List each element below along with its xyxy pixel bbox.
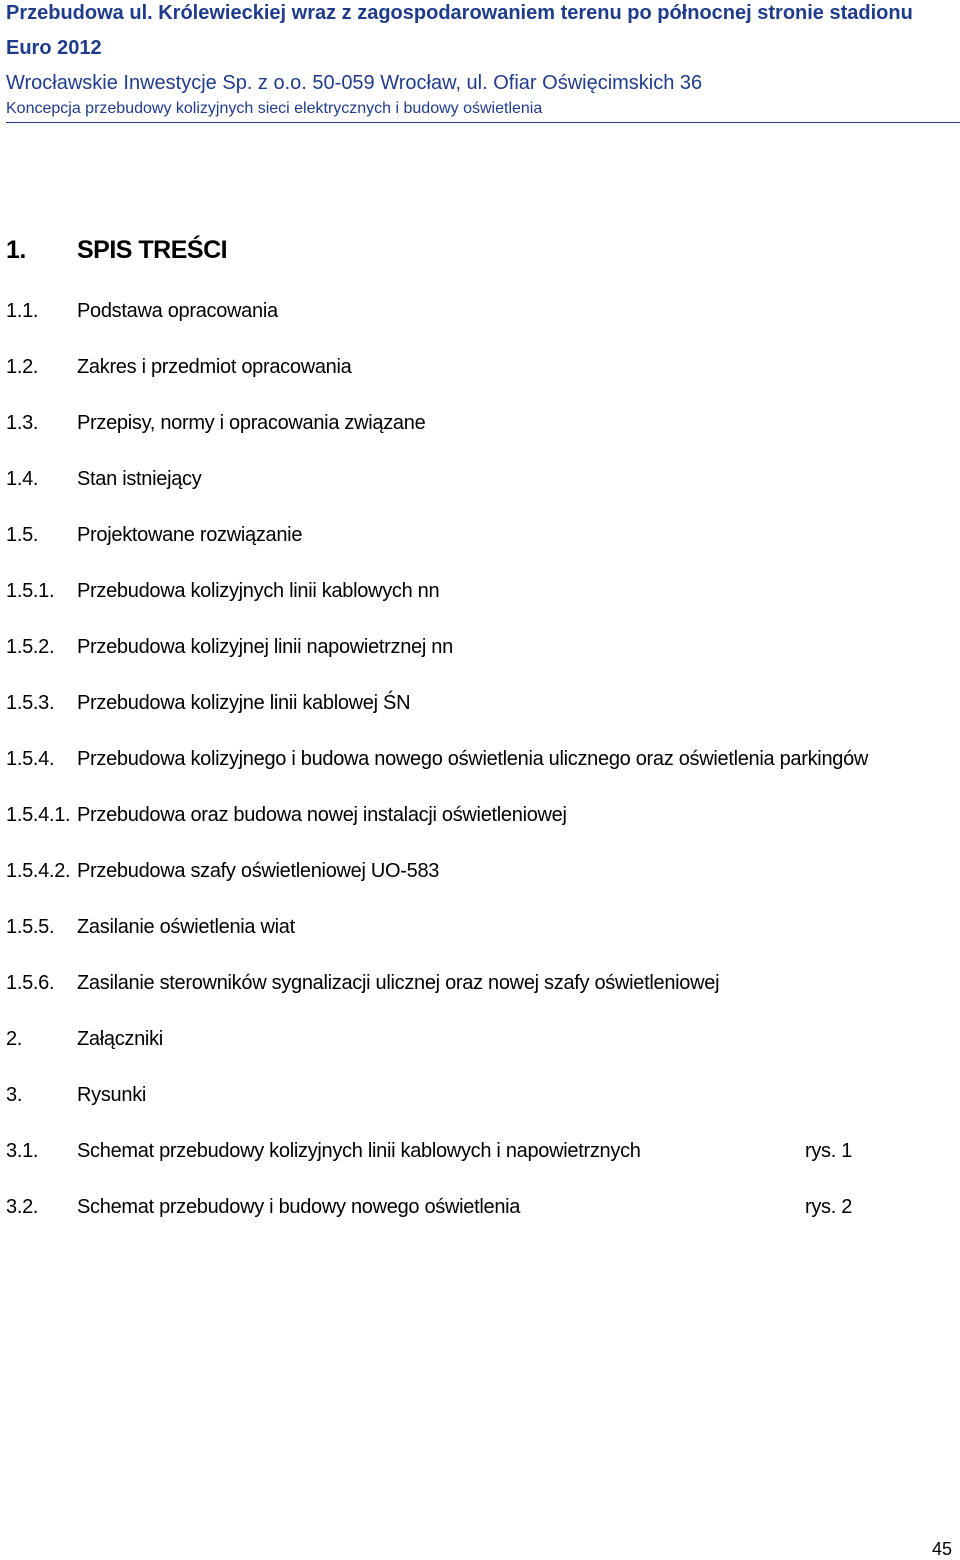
toc-entry-drawing-ref: rys. 1	[805, 1140, 853, 1162]
toc-entry-number: 1.5.1.	[6, 580, 55, 602]
company-address: Wrocławskie Inwestycje Sp. z o.o. 50-059 Wrocław, ul. Ofiar Oświęcimskich 36	[6, 72, 703, 94]
toc-entry-title: Przebudowa szafy oświetleniowej UO-583	[77, 860, 440, 882]
toc-entry-number: 3.1.	[6, 1140, 39, 1162]
toc-entry-number: 3.2.	[6, 1196, 39, 1218]
toc-entry-number: 1.5.4.2.	[6, 860, 71, 882]
toc-heading-number: 1.	[6, 236, 26, 264]
page-number: 45	[932, 1539, 953, 1559]
toc-heading-text: SPIS TREŚCI	[77, 236, 228, 264]
toc-entry-title: Zasilanie oświetlenia wiat	[77, 916, 295, 938]
toc-entry-title: Przebudowa kolizyjnego i budowa nowego oświetlenia ulicznego oraz oświetlenia parkingów	[77, 748, 869, 770]
toc-entry-drawing-ref: rys. 2	[805, 1196, 853, 1218]
toc-entry-title: Przebudowa kolizyjne linii kablowej ŚN	[77, 692, 411, 714]
toc-entry-number: 1.1.	[6, 300, 39, 322]
document-subtitle: Koncepcja przebudowy kolizyjnych sieci elektrycznych i budowy oświetlenia	[6, 100, 543, 117]
toc-entry-number: 1.5.	[6, 524, 39, 546]
document-title-line-1: Przebudowa ul. Królewieckiej wraz z zagospodarowaniem terenu po północnej stronie stadionu	[6, 2, 913, 24]
toc-entry-number: 1.5.2.	[6, 636, 55, 658]
toc-entry-title: Schemat przebudowy i budowy nowego oświetlenia	[77, 1196, 521, 1218]
toc-entry-number: 1.5.4.1.	[6, 804, 71, 826]
toc-entry-title: Przebudowa oraz budowa nowej instalacji oświetleniowej	[77, 804, 567, 826]
toc-entry-title: Podstawa opracowania	[77, 300, 278, 322]
toc-entry-title: Załączniki	[77, 1028, 163, 1050]
toc-entry-title: Przebudowa kolizyjnych linii kablowych nn	[77, 580, 440, 602]
toc-entry-number: 2.	[6, 1028, 23, 1050]
toc-entry-title: Przebudowa kolizyjnej linii napowietrznej nn	[77, 636, 453, 658]
document-title-line-2: Euro 2012	[6, 37, 102, 59]
toc-entry-number: 1.5.5.	[6, 916, 55, 938]
toc-entry-number: 1.5.4.	[6, 748, 55, 770]
toc-entry-title: Stan istniejący	[77, 468, 202, 490]
toc-entry-title: Schemat przebudowy kolizyjnych linii kablowych i napowietrznych	[77, 1140, 641, 1162]
toc-entry-number: 3.	[6, 1084, 23, 1106]
toc-entry-title: Zakres i przedmiot opracowania	[77, 356, 352, 378]
toc-entry-title: Rysunki	[77, 1084, 147, 1106]
toc-entry-number: 1.2.	[6, 356, 39, 378]
toc-entry-title: Projektowane rozwiązanie	[77, 524, 303, 546]
toc-entry-number: 1.4.	[6, 468, 39, 490]
toc-entry-title: Przepisy, normy i opracowania związane	[77, 412, 426, 434]
header-divider	[6, 122, 960, 123]
toc-entry-number: 1.5.6.	[6, 972, 55, 994]
toc-entry-number: 1.3.	[6, 412, 39, 434]
toc-entry-number: 1.5.3.	[6, 692, 55, 714]
toc-entry-title: Zasilanie sterowników sygnalizacji ulicznej oraz nowej szafy oświetleniowej	[77, 972, 720, 994]
